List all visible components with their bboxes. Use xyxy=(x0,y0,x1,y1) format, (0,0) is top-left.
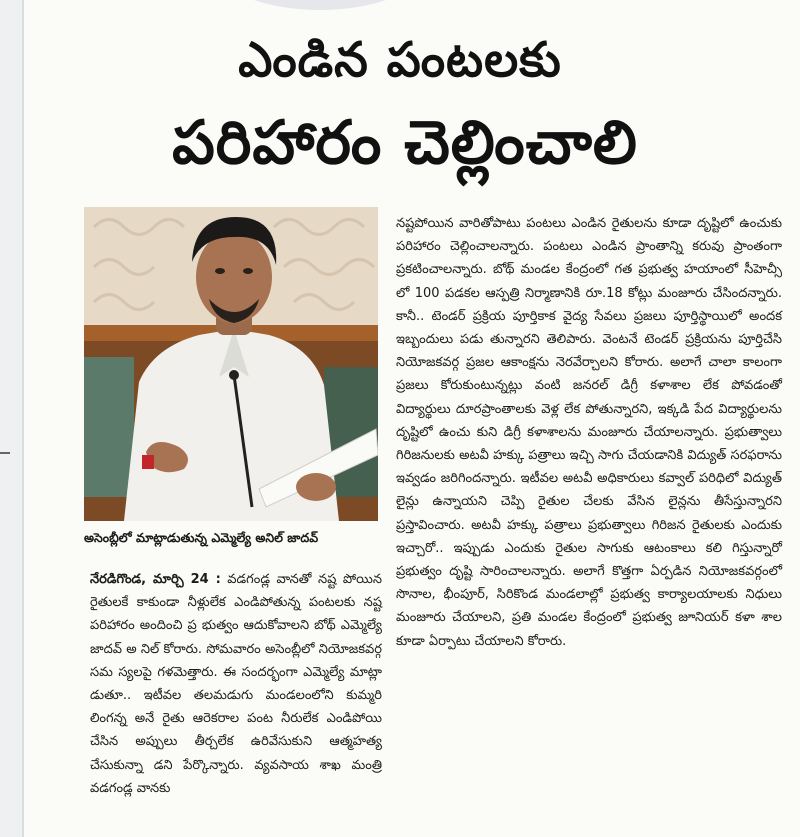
article-right-column: నష్టపోయిన వారితోపాటు పంటలు ఎండిన రైతులను కూడా దృష్టిలో ఉంచుకు పరిహారం చెల్లించాలన్నారు. పంటలు ఎండిన ప్రాంతాన్ని కరువు ప్రాంతంగా ప్రకటించాలన్నారు. బోథ్ మండల కేంద్రంలో గత ప్రభుత్వ హయాంలో సీహెచ్సీ లో 100 పడకల ఆస్పత్రి నిర్మాణానికి రూ.18 కోట్లు మంజూరు చేసిందన్నారు. కానీ.. టెండర్ ప్రక్రియ పూర్తికాక వైద్య సేవలు ప్రజలు పూర్తిస్థాయిలో అందక ఇబ్బందులు పడు తున్నారని తెలిపారు. వెంటనే టెండర్ ప్రక్రియను పూర్తిచేసి నియోజకవర్గ ప్రజల ఆకాంక్షను నెరవేర్చాలని కోరారు. అలాగే చాలా కాలంగా ప్రజలు కోరుకుంటున్నట్లు వంటి జనరల్ డిగ్రీ కళాశాల లేక పోవడంతో విద్యార్థులు దూరప్రాంతాలకు వెళ్ల లేక పోతున్నారని, ఇక్కడి పేద విద్యార్థులను దృష్టిలో ఉంచు కుని డిగ్రీ కళాశాలను మంజూరు చేయాలన్నారు. ప్రభుత్వాలు గిరిజనులకు అటవీ హక్కు పత్రాలు ఇచ్చి సాగు చేయడానికి విద్యుత్ సరఫరాను ఇవ్వడం జరిగిందన్నారు. ఇటీవల అటవీ అధికారులు కవ్వాల్ పరిధిలో విద్యుత్ లైన్లు ఉన్నాయని చెప్పి రైతుల చేలకు వేసిన లైన్లను తీసేస్తున్నారని ప్రస్తావించారు. అటవీ హక్కు పత్రాలు ప్రభుత్వాలు గిరిజన రైతులకు ఎందుకు ఇచ్చారో.. ఇప్పుడు ఎందుకు రైతుల సాగుకు ఆటంకాలు కలి గిస్తున్నారో ప్రభుత్వం దృష్టి సారించాలన్నారు. అలాగే కొత్తగా ఏర్పడిన నియోజకవర్గంలో సొనాల, భీంపూర్, సిరికొండ మండలాల్లో ప్రభుత్వ కార్యాలయాలకు నిధులు మంజూరు చేయాలని, ప్రతి మండల కేంద్రంలో ప్రభుత్వ జూనియర్ కళా శాల కూడా ఏర్పాటు చేయాలని కోరారు. xyxy=(396,216,782,649)
article-left-column xyxy=(90,568,382,800)
mla-speaking-photo xyxy=(84,207,378,521)
headline-line-1: ఎండిన పంటలకు xyxy=(238,32,562,88)
dateline: నేరడిగొండ, మార్చి 24 : xyxy=(90,572,221,587)
top-decorative-arc xyxy=(210,0,430,10)
photo-illustration xyxy=(84,207,378,521)
left-margin-mark xyxy=(0,452,10,454)
photo-caption: అసెంబ్లీలో మాట్లాడుతున్న ఎమ్మెల్యే అనిల్ జాదవ్ xyxy=(84,530,319,545)
headline-line-2: పరిహారం చెల్లించాలి xyxy=(172,108,638,178)
article-left-text: వడగండ్ల వానతో నష్ట పోయిన రైతులకే కాకుండా నీళ్లులేక ఎండిపోతున్న పంటలకు నష్ట పరిహారం అందించి ప్ర భుత్వం ఆదుకోవాలని బోథ్ ఎమ్మెల్యే జాదవ్ అ నిల్ కోరారు. సోమవారం అసెంబ్లీలో నియోజకవర్గ సమ స్యలపై గళమెత్తారు. ఈ సందర్భంగా ఎమ్మెల్యే మాట్లా డుతూ.. ఇటీవల తలమడుగు మండలంలోని కుమ్మరి లింగన్న అనే రైతు ఆరెకరాల పంట నీరులేక ఎండిపోయి చేసిన అప్పులు తీర్చలేక ఉరివేసుకుని ఆత్మహత్య చేసుకున్నా డని పేర్కొన్నారు. వ్యవసాయ శాఖ మంత్రి వడగండ్ల వానకు xyxy=(90,572,382,796)
